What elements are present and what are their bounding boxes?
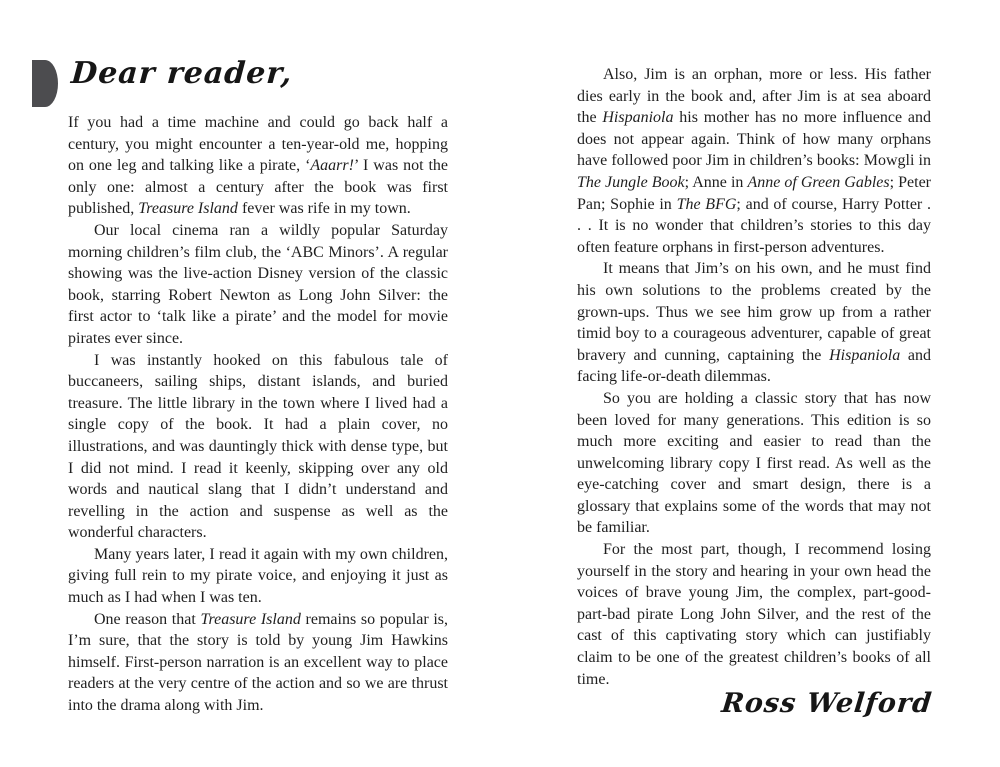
paragraph: Many years later, I read it again with my own children, giving full rein to my pirate voice, and enjoying it just as much as I had when I was ten. <box>68 545 448 607</box>
half-circle-tab-icon <box>32 60 58 107</box>
paragraph: So you are holding a classic story that has now been loved for many generations. This edition is so much more exciting and easier to read than the unwelcoming library copy I first read. As well as the eye-catching cover and smart design, there is a glossary that explains some of the words that may not be familiar. <box>577 389 931 537</box>
paragraph: If you had a time machine and could go back half a century, you might encounter a ten-year-old me, hopping on one leg and talking like a pirate, ‘Aaarr!’ I was not the only one: almost a century after the book was first published, Treasure Island fever was rife in my town. <box>68 114 448 218</box>
intro-heading: Dear reader, <box>70 56 294 91</box>
left-page-column <box>68 112 448 717</box>
paragraph: For the most part, though, I recommend losing yourself in the story and hearing in your own head the voices of brave young Jim, the complex, part-good-part-bad pirate Long John Silver, and the rest of the cast of this captivating story which can justifiably claim to be one of the greatest children’s books of all time. <box>577 541 931 688</box>
right-page-column <box>577 64 931 690</box>
author-signature: Ross Welford <box>720 688 935 719</box>
paragraph: One reason that Treasure Island remains so popular is, I’m sure, that the story is told by young Jim Hawkins himself. First-person narration is an excellent way to place readers at the very centre of the action and so we are thrust into the drama along with Jim. <box>68 610 449 715</box>
paragraph: Our local cinema ran a wildly popular Saturday morning children’s film club, the ‘ABC Minors’. A regular showing was the live-action Disney version of the classic book, starring Robert Newton as Long John Silver: the first actor to ‘talk like a pirate’ and the model for movie pirates ever since. <box>68 221 448 347</box>
paragraph: I was instantly hooked on this fabulous tale of buccaneers, sailing ships, distant islands, and buried treasure. The little library in the town where I lived had a single copy of the book. It had a plain cover, no illustrations, and was dauntingly thick with dense type, but I did not mind. I read it keenly, skipping over any old words and nautical slang that I didn’t understand and revelling in the action and suspense as well as the wonderful characters. <box>68 351 448 542</box>
paragraph: Also, Jim is an orphan, more or less. His father dies early in the book and, after Jim is at sea aboard the Hispaniola his mother has no more influence and does not appear again. Think of how many orphans have followed poor Jim in children’s books: Mowgli in The Jungle Book; Anne in Anne of Green Gables; Peter Pan; Sophie in The BFG; and of course, Harry Potter . . . It is no wonder that children’s stories to this day often feature orphans in first-person adventures. <box>577 66 931 256</box>
paragraph: It means that Jim’s on his own, and he must find his own solutions to the problems created by the grown-ups. Thus we see him grow up from a rather timid boy to a courageous adventurer, capable of great bravery and cunning, captaining the Hispaniola and facing life-or-death dilemmas. <box>577 260 931 386</box>
